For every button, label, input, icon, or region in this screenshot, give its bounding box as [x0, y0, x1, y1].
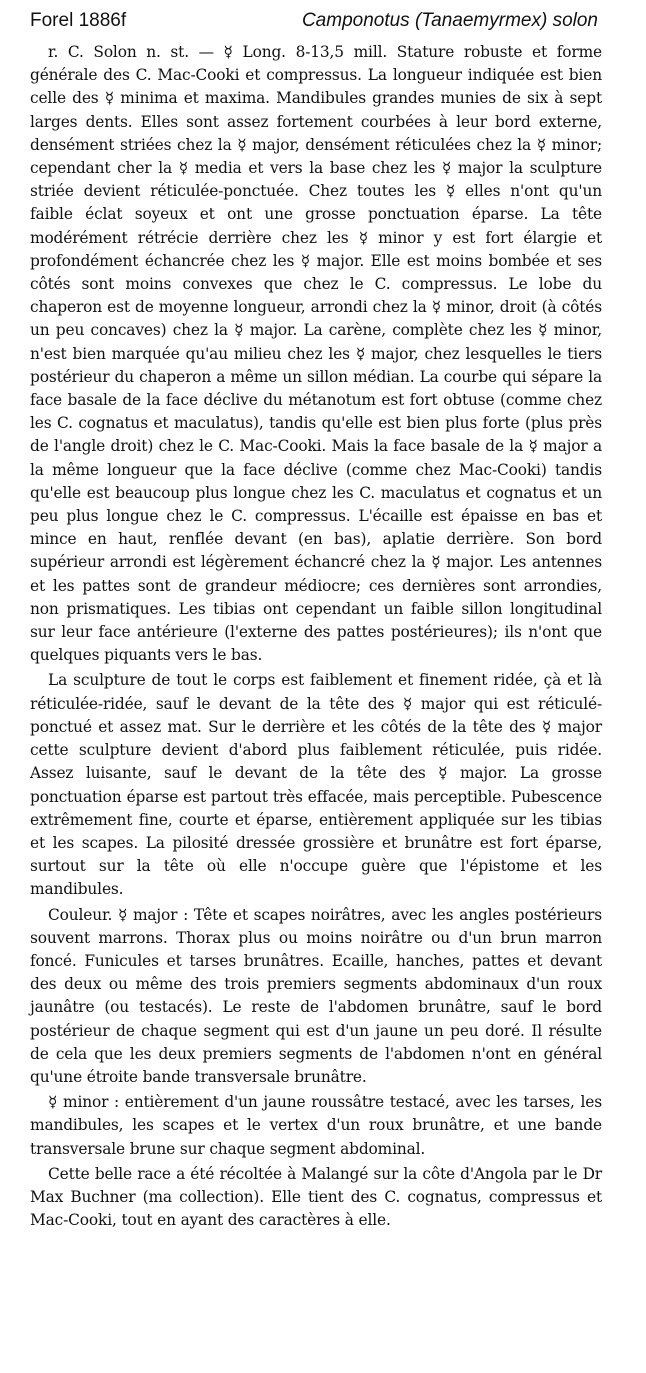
page-header	[30, 8, 598, 36]
locality-paragraph: Cette belle race a été récoltée à Malangé sur la côte d'Angola par le Dr Max Buchner (ma collection). Elle tient des C. cognatus, compressus et Mac-Cooki, tout en ayant des caractères à elle.	[30, 1164, 602, 1230]
article-body	[30, 41, 602, 1232]
color-minor-paragraph: ☿ minor : entièrement d'un jaune roussâtre testacé, avec les tarses, les mandibules, les scapes et le vertex d'un roux brunâtre, et une bande transversale brune sur chaque segment abdominal.	[30, 1093, 602, 1158]
color-major-paragraph: Couleur. ☿ major : Tête et scapes noirâtres, avec les angles postérieurs souvent marrons. Thorax plus ou moins noirâtre ou d'un brun marron foncé. Funicules et tarses brunâtres. Ecaille, hanches, pattes et devant des deux ou même des trois premiers segments abdominaux d'un roux jaunâtre (ou testacés). Le reste de l'abdomen brunâtre, sauf le bord postérieur de chaque segment qui est d'un jaune un peu doré. Il résulte de cela que les deux premiers segments de l'abdomen n'ont en général qu'une étroite bande transversale brunâtre.	[30, 905, 602, 1086]
description-paragraph: r. C. Solon n. st. — ☿ Long. 8-13,5 mill. Stature robuste et forme générale des C. Mac-Cooki et compressus. La longueur indiquée est bien celle des ☿ minima et maxima. Mandibules grandes munies de six à sept larges dents. Elles sont assez fortement courbées à leur bord externe, densément striées chez la ☿ major, densément réticulées chez la ☿ minor; cependant cher la ☿ media et vers la base chez les ☿ major la sculpture striée devient réticulée-ponctuée. Chez toutes les ☿ elles n'ont qu'un faible éclat soyeux et ont une grosse ponctuation éparse. La tête modérément rétrécie derrière chez les ☿ minor y est fort élargie et profondément échancrée chez les ☿ major. Elle est moins bombée et ses côtés sont moins convexes que chez le C. compressus. Le lobe du chaperon est de moyenne longueur, arrondi chez la ☿ minor, droit (à côtés un peu concaves) chez la ☿ major. La carène, complète chez les ☿ minor, n'est bien marquée qu'au milieu chez les ☿ major, chez lesquelles le tiers postérieur du chaperon a même un sillon médian. La courbe qui sépare la face basale de la face déclive du métanotum est fort obtuse (comme chez les C. cognatus et maculatus), tandis qu'elle est bien plus forte (plus près de l'angle droit) chez le C. Mac-Cooki. Mais la face basale de la ☿ major a la même longueur que la face déclive (comme chez Mac-Cooki) tandis qu'elle est beaucoup plus longue chez les C. maculatus et cognatus et un peu plus longue chez le C. compressus. L'écaille est épaisse en bas et mince en haut, renflée devant (en bas), aplatie derrière. Son bord supérieur arrondi est légèrement échancré chez la ☿ major. Les antennes et les pattes sont de grandeur médiocre; ces dernières sont arrondies, non prismatiques. Les tibias ont cependant un faible sillon longitudinal sur leur face antérieure (l'externe des pattes postérieures); ils n'ont que quelques piquants vers le bas.	[30, 43, 602, 665]
citation-label: Forel 1886f	[30, 10, 127, 31]
taxon-title: Camponotus (Tanaemyrmex) solon	[301, 10, 598, 31]
sculpture-paragraph: La sculpture de tout le corps est faiblement et finement ridée, çà et là réticulée-ridée, sauf le devant de la tête des ☿ major qui est réticulé-ponctué et assez mat. Sur le derrière et les côtés de la tête des ☿ major cette sculpture devient d'abord plus faiblement réticulée, puis ridée. Assez luisante, sauf le devant de la tête des ☿ major. La grosse ponctuation éparse est partout très effacée, mais perceptible. Pubescence extrêmement fine, courte et éparse, entièrement appliquée sur les tibias et les scapes. La pilosité dressée grossière et brunâtre est fort éparse, surtout sur la tête où elle n'occupe guère que l'épistome et les mandibules.	[30, 671, 602, 899]
